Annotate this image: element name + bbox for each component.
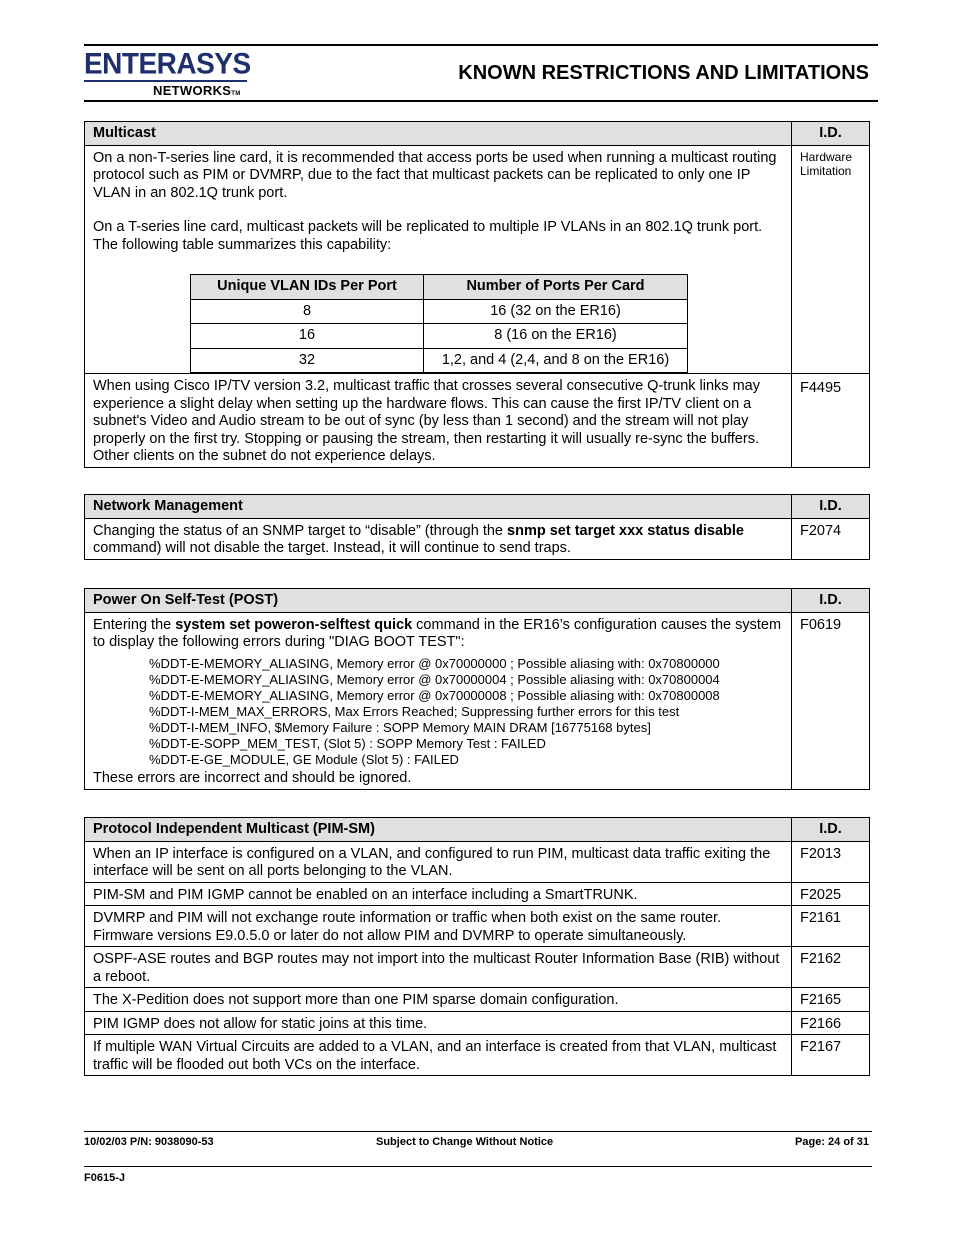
issue-id: F2162 bbox=[792, 947, 870, 988]
issue-id: F4495 bbox=[792, 374, 870, 468]
error-line: %DDT-E-MEMORY_ALIASING, Memory error @ 0x70000008 ; Possible aliasing with: 0x70800008 bbox=[149, 687, 720, 703]
logo-underline bbox=[84, 80, 247, 82]
closing-text: These errors are incorrect and should be ignored. bbox=[93, 769, 412, 786]
table-row bbox=[85, 1011, 870, 1035]
table-row bbox=[191, 324, 688, 349]
vlan-capability-table bbox=[190, 274, 688, 373]
table-row bbox=[85, 1035, 870, 1076]
error-list bbox=[149, 656, 783, 768]
issue-id: F2161 bbox=[792, 906, 870, 947]
table-row bbox=[85, 906, 870, 947]
table-row bbox=[85, 988, 870, 1012]
network-management-table bbox=[84, 494, 870, 560]
footer-top-rule bbox=[84, 1131, 872, 1132]
post-table bbox=[84, 588, 870, 790]
logo-wordmark: ENTERASYS bbox=[84, 47, 251, 80]
issue-text: When using Cisco IP/TV version 3.2, multicast traffic that crosses several consecutive Q-trunk links may experience a slight delay when setting up the hardware flows. This can cause the first IP/TV client on a subnet's Video and Audio stream to be out of sync (by less than 1 second) and the stream will not play properly on the first try. Stopping or pausing the stream, then restarting it will usually re-sync the buffers. Other clients on the subnet do not experience delays. bbox=[85, 374, 792, 468]
table-cell: 16 bbox=[191, 324, 424, 349]
header-top-rule bbox=[84, 44, 878, 46]
text-segment: command in the ER16’s configuration causes the system to display the following errors during "DIAG BOOT TEST": bbox=[93, 616, 782, 650]
text-segment: Changing the status of an SNMP target to “disable” (through the bbox=[93, 522, 508, 539]
footer-notice: Subject to Change Without Notice bbox=[376, 1136, 554, 1148]
footer-date-pn: 10/02/03 P/N: 9038090-53 bbox=[84, 1136, 214, 1148]
issue-text bbox=[85, 518, 792, 559]
issue-text: The X-Pedition does not support more than one PIM sparse domain configuration. bbox=[85, 988, 792, 1012]
table-row bbox=[85, 518, 870, 559]
text-segment: command) will not disable the target. Instead, it will continue to send traps. bbox=[93, 540, 571, 556]
issue-text: DVMRP and PIM will not exchange route information or traffic when both exist on the same router. Firmware versions E9.0.5.0 or later do not allow PIM and DVMRP to operate simultaneously. bbox=[85, 906, 792, 947]
issue-text: OSPF-ASE routes and BGP routes may not import into the multicast Router Information Base (RIB) without a reboot. bbox=[85, 947, 792, 988]
id-heading: I.D. bbox=[792, 495, 870, 519]
issue-id: Hardware Limitation bbox=[792, 145, 870, 374]
error-line: %DDT-E-MEMORY_ALIASING, Memory error @ 0x70000000 ; Possible aliasing with: 0x70800000 bbox=[149, 655, 720, 671]
issue-text: If multiple WAN Virtual Circuits are added to a VLAN, and an interface is created from that VLAN, multicast traffic will be flooded out both VCs on the interface. bbox=[85, 1035, 792, 1076]
issue-id: F2167 bbox=[792, 1035, 870, 1076]
section-heading: Protocol Independent Multicast (PIM-SM) bbox=[85, 818, 792, 842]
multicast-table bbox=[84, 121, 870, 468]
table-row bbox=[85, 882, 870, 906]
error-line: %DDT-E-GE_MODULE, GE Module (Slot 5) : FAILED bbox=[149, 751, 459, 767]
issue-text: PIM-SM and PIM IGMP cannot be enabled on an interface including a SmartTRUNK. bbox=[85, 882, 792, 906]
table-row bbox=[85, 374, 870, 468]
column-header: Unique VLAN IDs Per Port bbox=[191, 275, 424, 300]
issue-id: F2165 bbox=[792, 988, 870, 1012]
logo-subtitle-text: NETWORKS bbox=[153, 83, 232, 98]
issue-text: When an IP interface is configured on a VLAN, and configured to run PIM, multicast data traffic exiting the interface will be sent on all ports belonging to the VLAN. bbox=[85, 841, 792, 882]
issue-text: On a T-series line card, multicast packets will be replicated to multiple IP VLANs in an 802.1Q trunk port. The following table summarizes this capability: bbox=[93, 219, 763, 253]
page-title: KNOWN RESTRICTIONS AND LIMITATIONS bbox=[458, 62, 869, 84]
issue-text bbox=[85, 612, 792, 790]
command-text: snmp set target xxx status disable bbox=[507, 522, 744, 539]
pim-sm-table bbox=[84, 817, 870, 1076]
table-cell: 8 (16 on the ER16) bbox=[424, 324, 688, 349]
error-line: %DDT-I-MEM_INFO, $Memory Failure : SOPP Memory MAIN DRAM [16775168 bytes] bbox=[149, 719, 651, 735]
issue-text: On a non-T-series line card, it is recommended that access ports be used when running a multicast routing protocol such as PIM or DVMRP, due to the fact that multicast packets can be replicated to only one IP VLAN in an 802.1Q trunk port. bbox=[93, 149, 777, 201]
logo-tm: TM bbox=[231, 91, 241, 97]
table-row bbox=[191, 299, 688, 324]
section-heading: Power On Self-Test (POST) bbox=[85, 589, 792, 613]
footer-page-number: Page: 24 of 31 bbox=[795, 1136, 869, 1148]
table-cell: 1,2, and 4 (2,4, and 8 on the ER16) bbox=[424, 348, 688, 373]
table-row bbox=[85, 841, 870, 882]
table-row bbox=[85, 612, 870, 790]
table-row bbox=[85, 145, 870, 374]
error-line: %DDT-E-SOPP_MEM_TEST, (Slot 5) : SOPP Memory Test : FAILED bbox=[149, 735, 546, 751]
id-heading: I.D. bbox=[792, 818, 870, 842]
issue-id: F2074 bbox=[792, 518, 870, 559]
column-header: Number of Ports Per Card bbox=[424, 275, 688, 300]
logo-subtitle bbox=[153, 83, 241, 98]
issue-text: PIM IGMP does not allow for static joins at this time. bbox=[85, 1011, 792, 1035]
command-text: system set poweron-selftest quick bbox=[175, 616, 413, 633]
issue-id: F2166 bbox=[792, 1011, 870, 1035]
error-line: %DDT-I-MEM_MAX_ERRORS, Max Errors Reached; Suppressing further errors for this test bbox=[149, 703, 680, 719]
footer-bottom-rule bbox=[84, 1166, 872, 1167]
id-heading: I.D. bbox=[792, 589, 870, 613]
table-row bbox=[191, 348, 688, 373]
table-cell: 8 bbox=[191, 299, 424, 324]
issue-id: F2025 bbox=[792, 882, 870, 906]
issue-id: F0619 bbox=[792, 612, 870, 790]
header-bottom-rule bbox=[84, 100, 878, 102]
issue-id: F2013 bbox=[792, 841, 870, 882]
id-heading: I.D. bbox=[792, 122, 870, 146]
table-cell: 32 bbox=[191, 348, 424, 373]
section-heading: Network Management bbox=[85, 495, 792, 519]
table-row bbox=[85, 947, 870, 988]
footer-doc-id: F0615-J bbox=[84, 1172, 125, 1184]
error-line: %DDT-E-MEMORY_ALIASING, Memory error @ 0x70000004 ; Possible aliasing with: 0x70800004 bbox=[149, 671, 720, 687]
section-heading: Multicast bbox=[85, 122, 792, 146]
table-cell: 16 (32 on the ER16) bbox=[424, 299, 688, 324]
text-segment: Entering the bbox=[93, 616, 176, 633]
